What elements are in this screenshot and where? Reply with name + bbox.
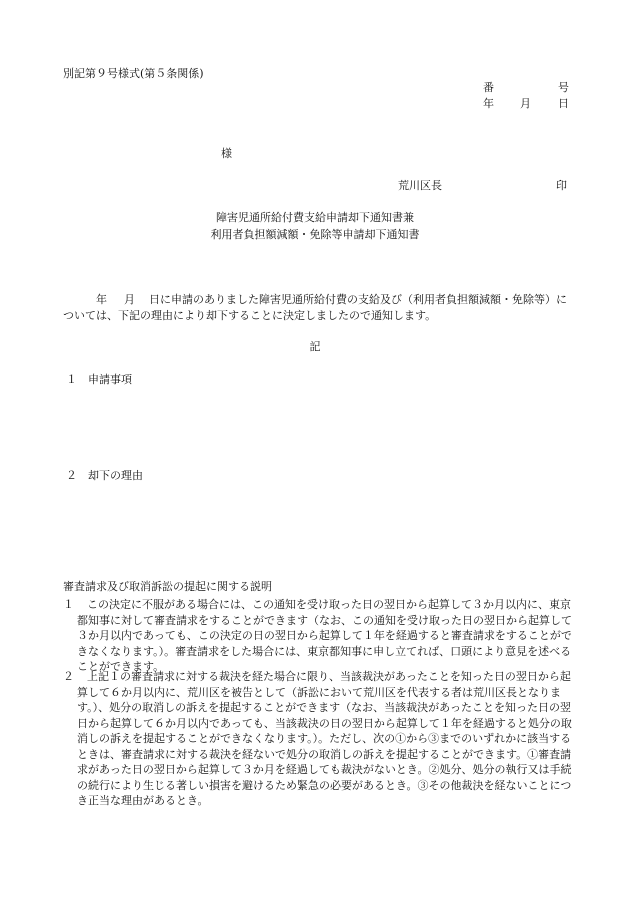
ki-heading: 記	[309, 340, 321, 353]
form-label: 別記第９号様式(第５条関係)	[63, 67, 204, 80]
item-label: 却下の理由	[88, 469, 143, 482]
explanation-paragraph	[63, 597, 573, 675]
seal-mark: 印	[556, 179, 567, 192]
issuer-name: 荒川区長	[398, 179, 442, 192]
number-ban-label: 番	[483, 81, 494, 94]
document-number-row	[483, 82, 569, 96]
item-number: ２	[66, 469, 77, 482]
body-text: 日に申請のありました障害児通所給付費の支給及び（利用者負担額減額・免除等）については、下記の理由により却下することに決定しましたので通知します。	[63, 293, 567, 322]
body-month: 月	[124, 293, 135, 306]
addressee-suffix: 様	[221, 147, 232, 160]
body-year: 年	[96, 293, 107, 306]
date-year-label: 年	[483, 97, 494, 110]
paragraph-number: １	[63, 598, 74, 611]
document-title-line1: 障害児通所給付費支給申請却下通知書兼	[216, 211, 414, 224]
item-application-matters	[66, 374, 132, 385]
item-number: １	[66, 373, 77, 386]
paragraph-text: 上記１の審査請求に対する裁決を経た場合に限り、当該裁決があったことを知った日の翌日から起算して６か月以内に、荒川区を被告として（訴訟において荒川区を代表する者は荒川区長となります。）、処分の取消しの訴えを提起することができます（なお、当該裁決があったことを知った日の翌日から起算して６か月以内であっても、当該裁決の日の翌日から起算して１年を経過すると処分の取消しの訴えを提起することができなくなります。）。ただし、次の①から③までのいずれかに該当するときは、審査請求に対する裁決を経ないで処分の取消しの訴えを提起することができます。①審査請求があった日の翌日から起算して３か月を経過しても裁決がないとき。②処分、処分の執行又は手続の続行により生じる著しい損害を避けるため緊急の必要があるとき。③その他裁決を経ないことにつき正当な理由があるとき。	[77, 670, 572, 807]
paragraph-number: ２	[63, 670, 74, 683]
date-month-label: 月	[520, 97, 531, 110]
explanation-title: 審査請求及び取消訴訟の提起に関する説明	[63, 580, 272, 593]
date-day-label: 日	[558, 97, 569, 110]
document-date-row	[483, 98, 569, 112]
notice-body	[63, 292, 573, 324]
explanation-paragraph	[63, 669, 573, 809]
paragraph-text: この決定に不服がある場合には、この通知を受け取った日の翌日から起算して３か月以内に、東京都知事に対して審査請求をすることができます（なお、この通知を受け取った日の翌日から起算して３か月以内であっても、この決定の日の翌日から起算して１年を経過すると審査請求をすることができなくなります。）。審査請求をした場合には、東京都知事に申し立てれば、口頭により意見を述べることができます。	[77, 598, 572, 673]
number-go-label: 号	[558, 81, 569, 94]
item-rejection-reason	[66, 470, 143, 481]
item-label: 申請事項	[88, 373, 132, 386]
document-title-line2: 利用者負担額減額・免除等申請却下通知書	[210, 228, 420, 241]
